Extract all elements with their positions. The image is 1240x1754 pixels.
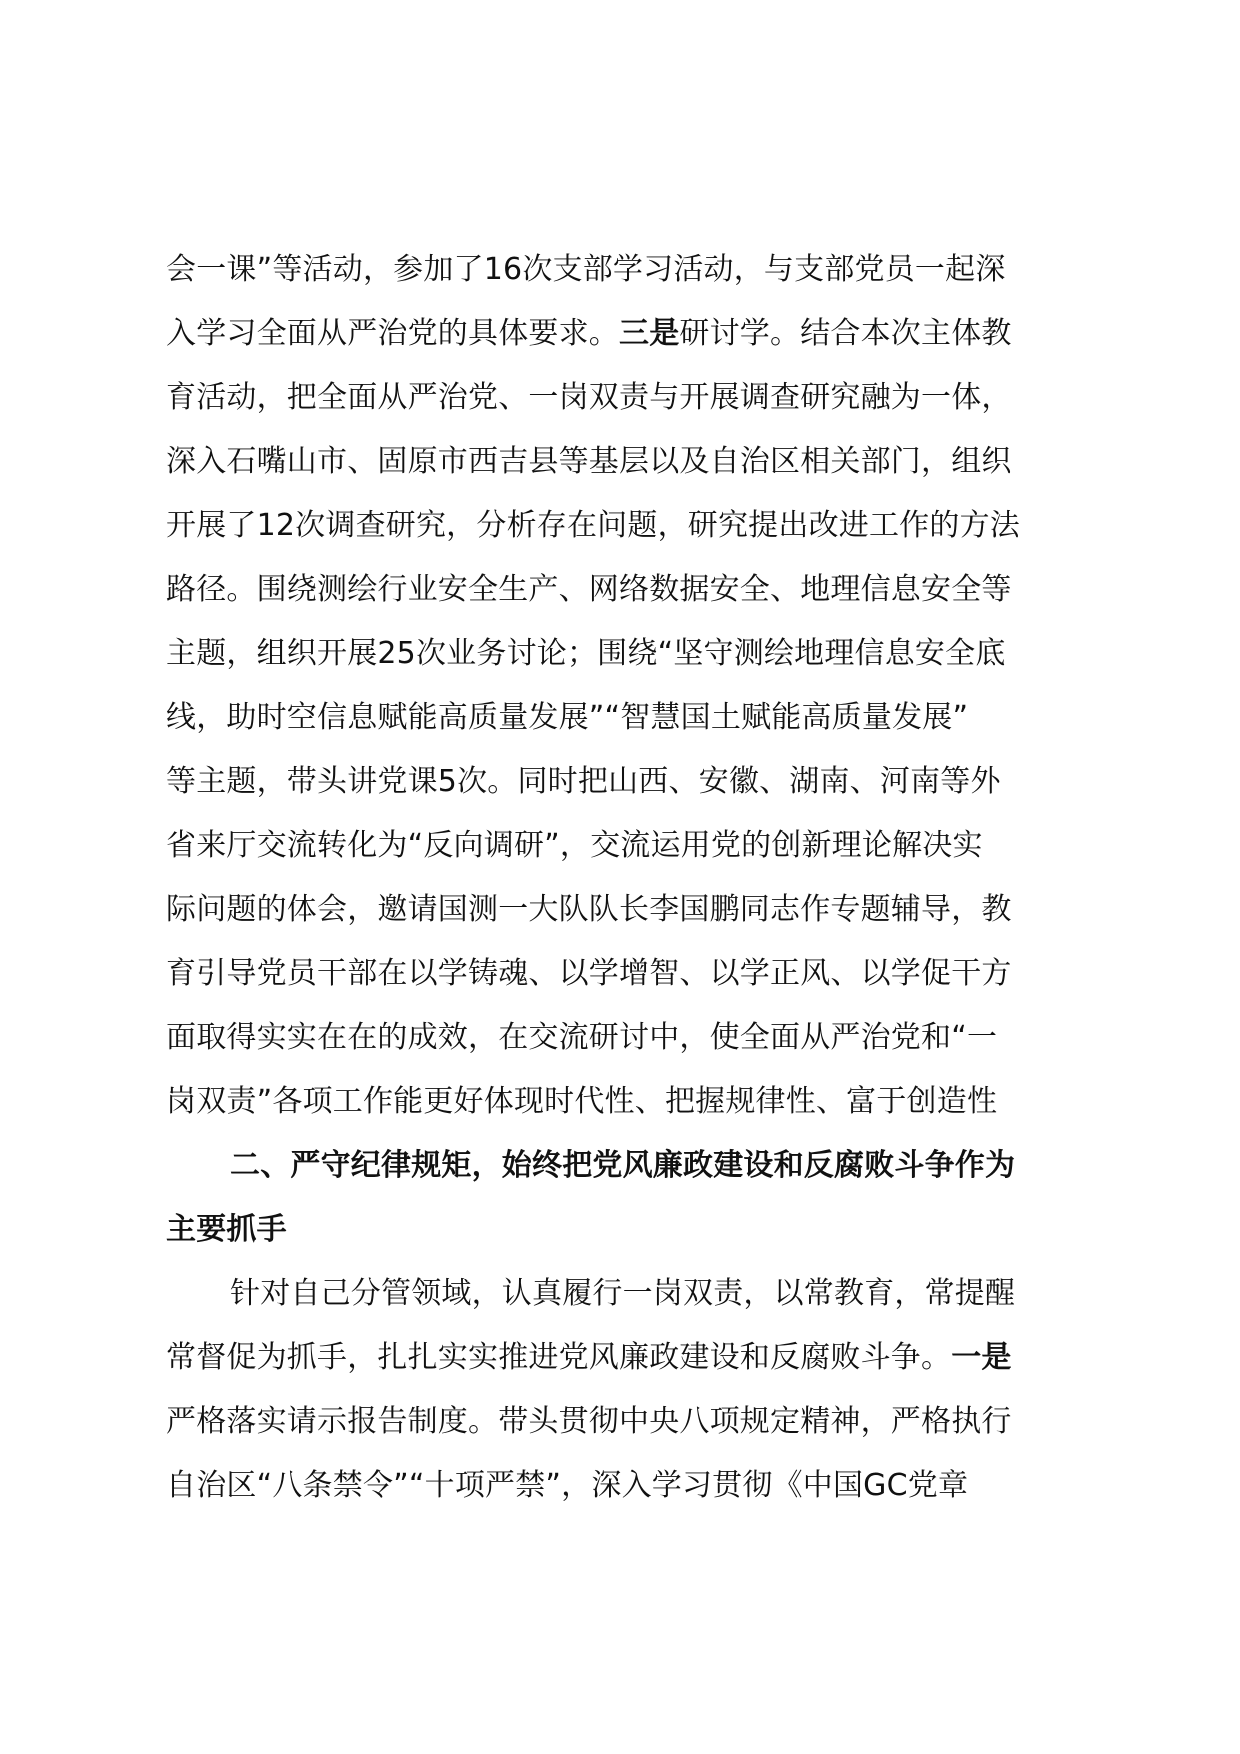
line-text: 入学习全面从严治党的具体要求。: [166, 316, 619, 351]
line-text: 育活动，把全面从严治党、一岗双责与开展调查研究融为一体，: [166, 380, 1012, 415]
line-text: 省来厅交流转化为“反向调研”，交流运用党的创新理论解决实: [166, 828, 983, 863]
paragraph-line: [166, 1326, 1106, 1390]
paragraph-line: [166, 430, 1106, 494]
paragraph-line: [166, 1006, 1106, 1070]
paragraph-line: [166, 1454, 1106, 1518]
line-text: 开展了12次调查研究，分析存在问题，研究提出改进工作的方法: [166, 508, 1020, 543]
paragraph-line: [166, 1262, 1106, 1326]
paragraph-line: [166, 814, 1106, 878]
line-text: 研讨学。结合本次主体教: [679, 316, 1012, 351]
line-text: 严格落实请示报告制度。带头贯彻中央八项规定精神，严格执行: [166, 1404, 1012, 1439]
section-heading-line: [166, 1198, 1106, 1262]
line-text: 线，助时空信息赋能高质量发展”“智慧国土赋能高质量发展”: [166, 700, 969, 735]
emphasis-text: 三是: [619, 316, 680, 351]
line-text: 路径。围绕测绘行业安全生产、网络数据安全、地理信息安全等: [166, 572, 1012, 607]
line-text: 深入石嘴山市、固原市西吉县等基层以及自治区相关部门，组织: [166, 444, 1012, 479]
paragraph-line: [166, 238, 1106, 302]
line-text: 岗双责”各项工作能更好体现时代性、把握规律性、富于创造性: [166, 1084, 998, 1119]
emphasis-text: 一是: [951, 1340, 1012, 1375]
line-text: 育引导党员干部在以学铸魂、以学增智、以学正风、以学促干方: [166, 956, 1012, 991]
paragraph-line: [166, 494, 1106, 558]
paragraph-line: [166, 302, 1106, 366]
line-text: 二、严守纪律规矩，始终把党风廉政建设和反腐败斗争作为: [230, 1148, 1016, 1183]
line-text: 主要抓手: [166, 1212, 287, 1247]
paragraph-line: [166, 622, 1106, 686]
line-text: 自治区“八条禁令”“十项严禁”，深入学习贯彻《中国GC党章: [166, 1468, 969, 1503]
paragraph-line: [166, 558, 1106, 622]
paragraph-line: [166, 750, 1106, 814]
paragraph-line: [166, 942, 1106, 1006]
document-body: [166, 238, 1106, 1518]
line-text: 常督促为抓手，扎扎实实推进党风廉政建设和反腐败斗争。: [166, 1340, 952, 1375]
line-text: 针对自己分管领域，认真履行一岗双责，以常教育，常提醒: [230, 1276, 1016, 1311]
line-text: 等主题，带头讲党课5次。同时把山西、安徽、湖南、河南等外: [166, 764, 1001, 799]
paragraph-line: [166, 1390, 1106, 1454]
line-text: 面取得实实在在的成效，在交流研讨中，使全面从严治党和“一: [166, 1020, 998, 1055]
line-text: 际问题的体会，邀请国测一大队队长李国鹏同志作专题辅导，教: [166, 892, 1012, 927]
paragraph-line: [166, 878, 1106, 942]
line-text: 主题，组织开展25次业务讨论；围绕“坚守测绘地理信息安全底: [166, 636, 1006, 671]
line-text: 会一课”等活动，参加了16次支部学习活动，与支部党员一起深: [166, 252, 1006, 287]
section-heading-line: [166, 1134, 1106, 1198]
paragraph-line: [166, 686, 1106, 750]
paragraph-line: [166, 366, 1106, 430]
paragraph-line: [166, 1070, 1106, 1134]
